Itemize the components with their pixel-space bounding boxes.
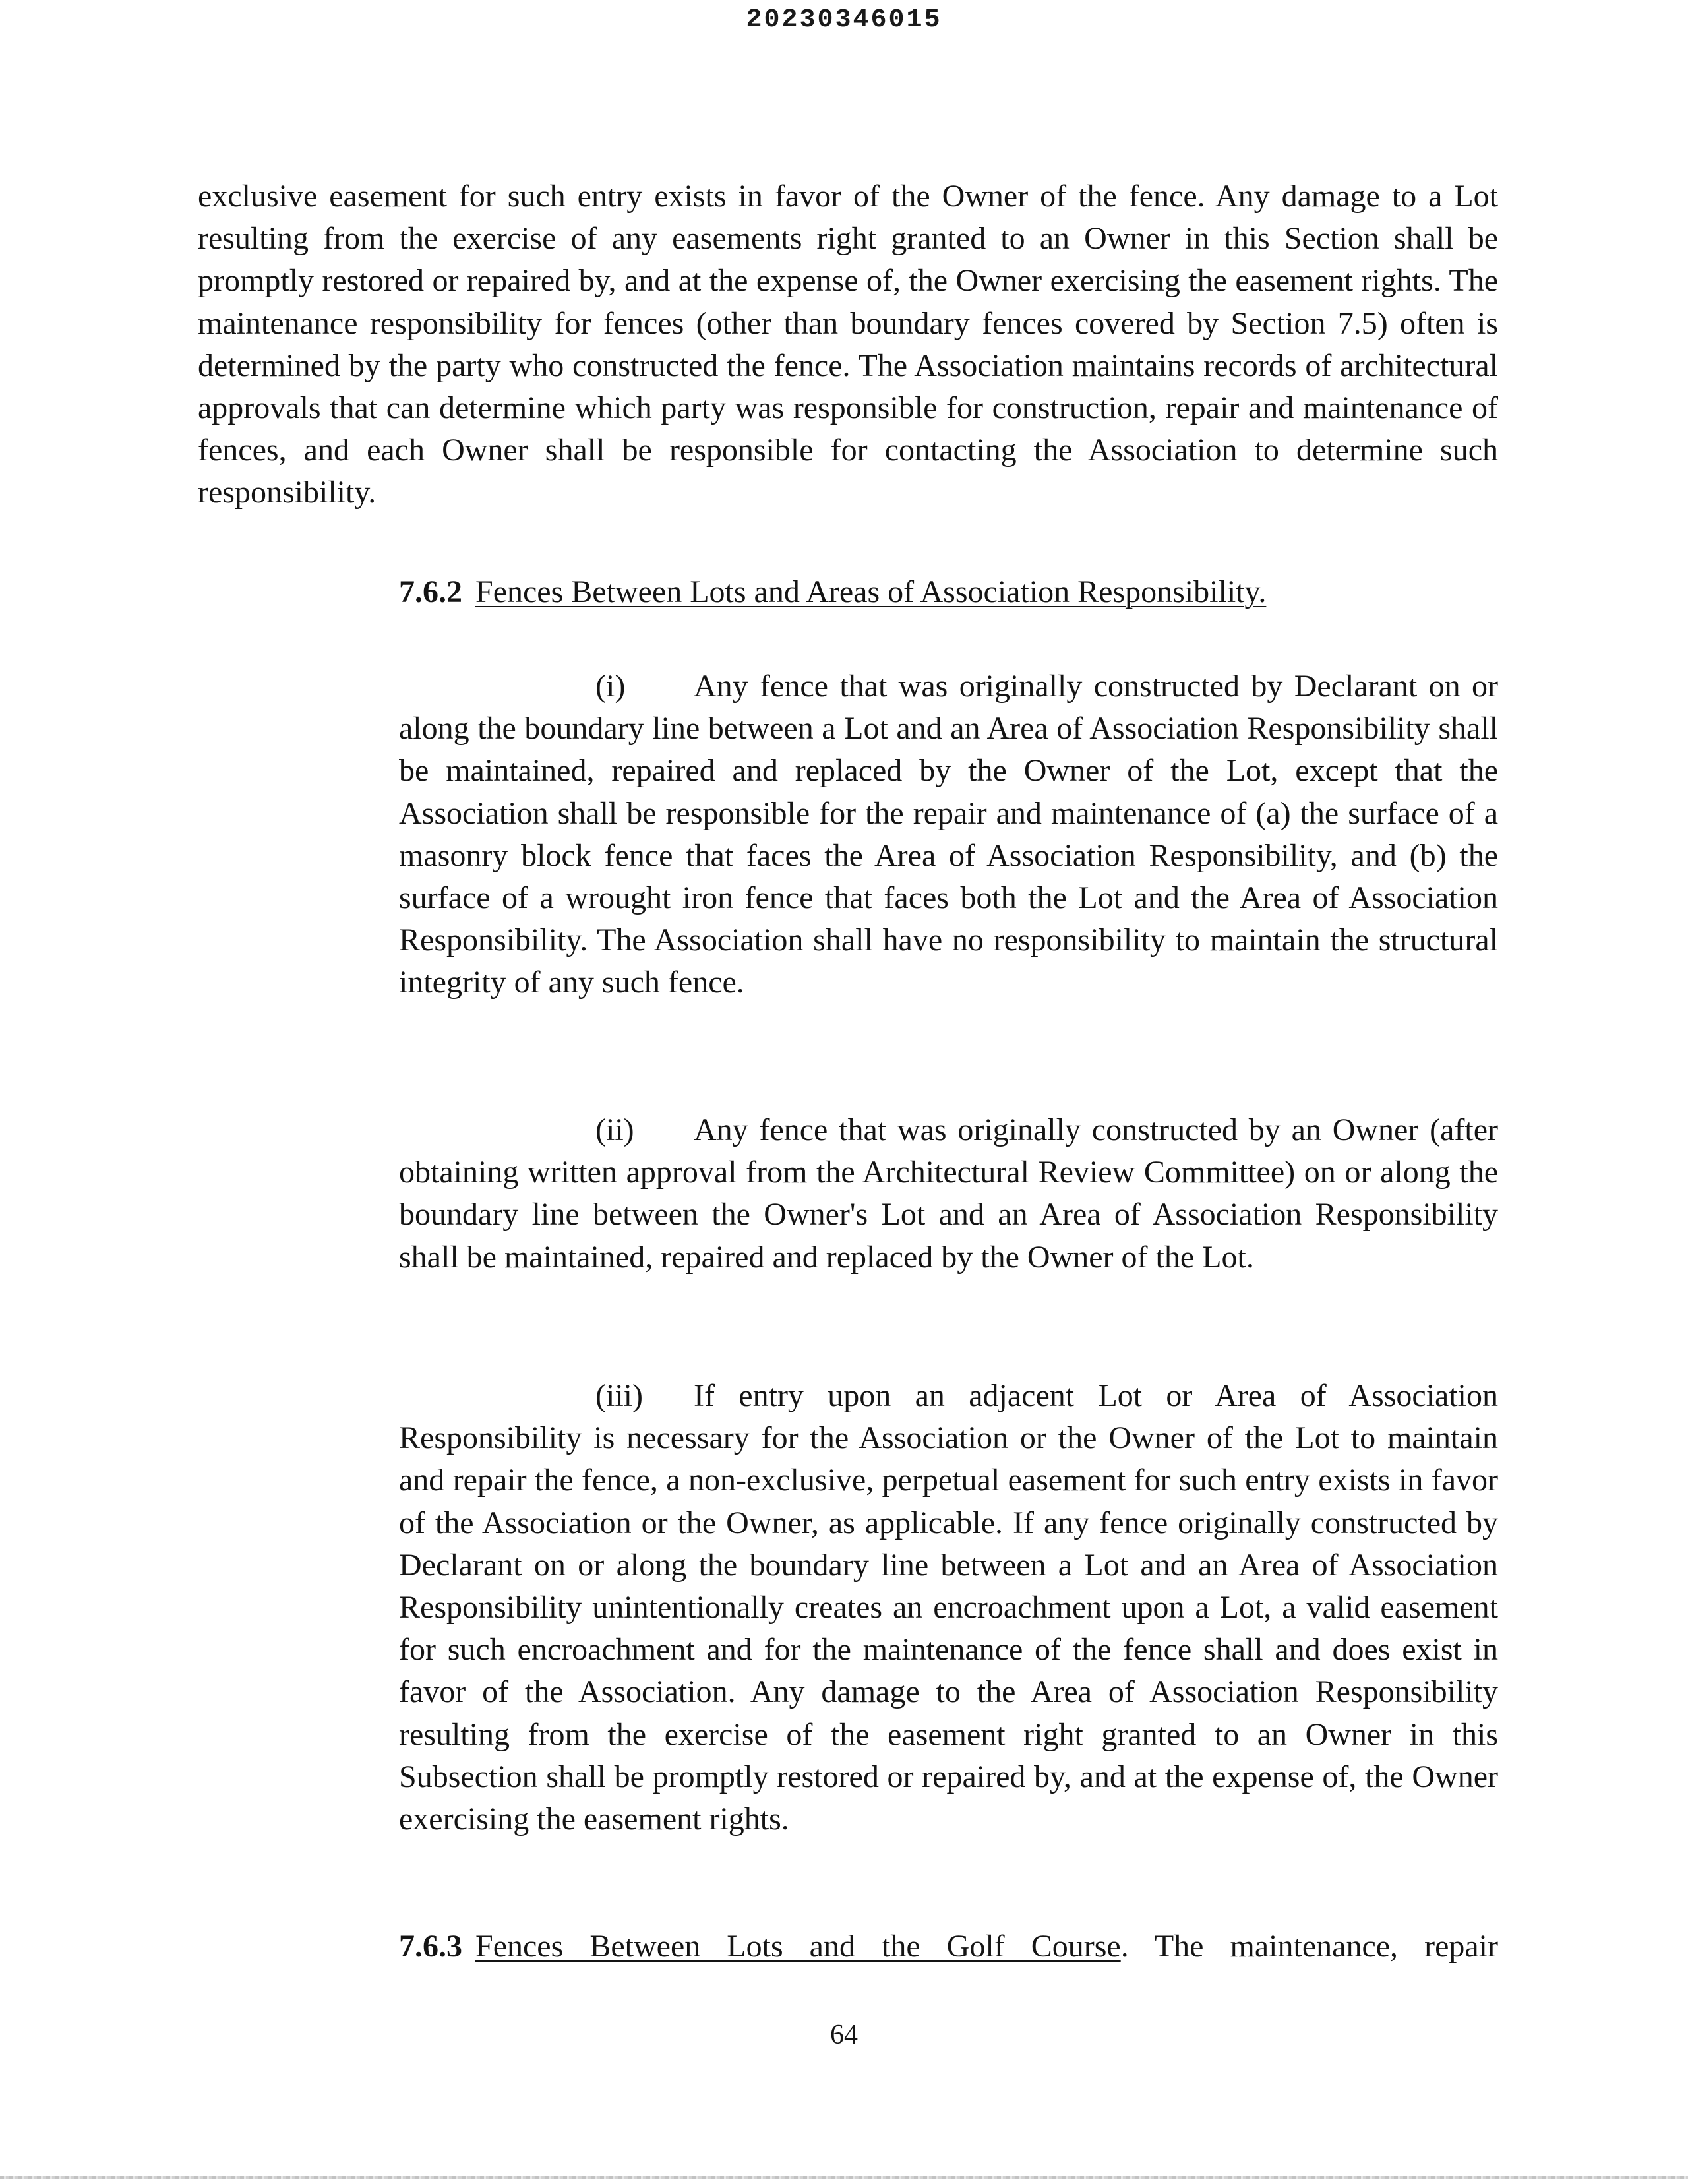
page-number: 64 [830,2020,858,2050]
section-title: Fences Between Lots and the Golf Course [475,1929,1121,1964]
opening-paragraph: exclusive easement for such entry exists in favor of the Owner of the fence. Any damage to a Lot resulting from the exercise of any easements right granted to an Owner in this Section shall be promptly restored or repaired by, and at the expense of, the Owner exercising the easement rights. The maintenance responsibility for fences (other than boundary fences covered by Section 7.5) often is determined by the party who constructed the fence. The Association maintains records of architectural approvals that can determine which party was responsible for construction, repair and maintenance of fences, and each Owner shall be responsible for contacting the Association to determine such responsibility. [198,179,1498,510]
subsection-text: Any fence that was originally constructed by Declarant on or along the boundary line between a Lot and an Area of Association Responsibility shall be maintained, repaired and replaced by the Owner of the Lot, except that the Association shall be responsible for the repair and maintenance of (a) the surface of a masonry block fence that faces the Area of Association Responsibility, and (b) the surface of a wrought iron fence that faces both the Lot and the Area of Association Responsibility. The Association shall have no responsibility to maintain the structural integrity of any such fence. [399,669,1498,1000]
subsection-ii [399,1109,1498,1279]
subsection-iii [399,1375,1498,1840]
section-7-6-2-heading [399,571,1266,613]
section-trailing-text: . The maintenance, repair [1120,1929,1498,1964]
subsection-text: If entry upon an adjacent Lot or Area of Association Responsibility is necessary for the Association or the Owner of the Lot to maintain and repair the fence, a non-exclusive, perpetual easement for such entry exists in favor of the Association or the Owner, as applicable. If any fence originally constructed by Declarant on or along the boundary line between a Lot and an Area of Association Responsibility unintentionally creates an encroachment upon a Lot, a valid easement for such encroachment and for the maintenance of the fence shall and does exist in favor of the Association. Any damage to the Area of Association Responsibility resulting from the exercise of the easement right granted to an Owner in this Subsection shall be promptly restored or repaired by, and at the expense of, the Owner exercising the easement rights. [399,1378,1498,1837]
section-title: Fences Between Lots and Areas of Association Responsibility. [475,574,1267,609]
section-number: 7.6.3 [399,1929,462,1964]
subsection-text: Any fence that was originally constructed by an Owner (after obtaining written approval from the Architectural Review Committee) on or along the boundary line between the Owner's Lot and an Area of Association Responsibility shall be maintained, repaired and replaced by the Owner of the Lot. [399,1112,1498,1275]
subsection-marker: (i) [595,669,626,704]
scan-edge-line [0,2176,1688,2179]
section-number: 7.6.2 [399,574,462,609]
subsection-marker: (ii) [595,1112,634,1147]
subsection-i [399,665,1498,1004]
section-7-6-3-heading [399,1926,1498,1968]
recording-number: 20230346015 [746,5,942,35]
subsection-marker: (iii) [595,1378,643,1413]
